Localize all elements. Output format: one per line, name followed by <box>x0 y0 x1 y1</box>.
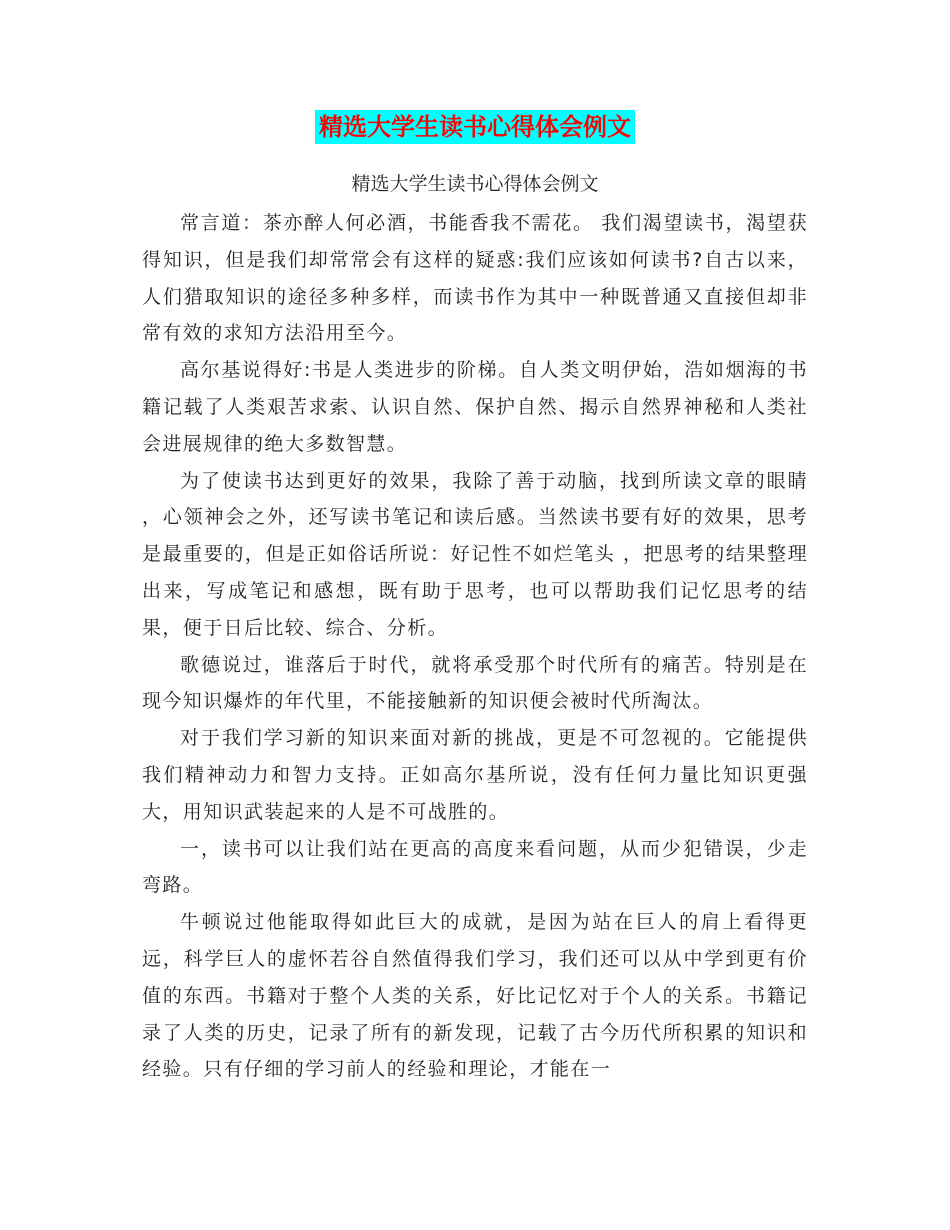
paragraph: 高尔基说得好:书是人类进步的阶梯。自人类文明伊始，浩如烟海的书籍记载了人类艰苦求索、认识自然、保护自然、揭示自然界神秘和人类社会进展规律的绝大多数智慧。 <box>142 359 808 455</box>
paragraph: 常言道：茶亦醉人何必酒，书能香我不需花。 我们渴望读书，渴望获得知识，但是我们却常常会有这样的疑惑:我们应该如何读书?自古以来，人们猎取知识的途径多种多样，而读书作为其中一种既普通又直接但却非常有效的求知方法沿用至今。 <box>142 212 808 345</box>
title-container <box>0 110 950 144</box>
paragraph: 歌德说过，谁落后于时代，就将承受那个时代所有的痛苦。特别是在现今知识爆炸的年代里，不能接触新的知识便会被时代所淘汰。 <box>142 653 808 713</box>
paragraph: 一，读书可以让我们站在更高的高度来看问题，从而少犯错误，少走弯路。 <box>142 837 808 897</box>
document-subtitle: 精选大学生读书心得体会例文 <box>351 173 599 195</box>
paragraph: 为了使读书达到更好的效果，我除了善于动脑，找到所读文章的眼睛 ，心领神会之外，还写读书笔记和读后感。当然读书要有好的效果，思考是最重要的，但是正如俗话所说：好记性不如烂笔头 ，把思考的结果整理出来，写成笔记和感想，既有助于思考，也可以帮助我们记忆思考的结果，便于日后比较、综合、分析。 <box>142 469 808 639</box>
paragraph: 牛顿说过他能取得如此巨大的成就，是因为站在巨人的肩上看得更远，科学巨人的虚怀若谷自然值得我们学习，我们还可以从中学到更有价值的东西。书籍对于整个人类的关系，好比记忆对于个人的关系。书籍记录了人类的历史，记录了所有的新发现，记载了古今历代所积累的知识和经验。只有仔细的学习前人的经验和理论，才能在一 <box>142 911 808 1081</box>
document-body <box>142 205 808 1088</box>
document-title: 精选大学生读书心得体会例文 <box>315 110 635 144</box>
paragraph: 对于我们学习新的知识来面对新的挑战，更是不可忽视的。它能提供我们精神动力和智力支持。正如高尔基所说，没有任何力量比知识更强大，用知识武装起来的人是不可战胜的。 <box>142 727 808 823</box>
